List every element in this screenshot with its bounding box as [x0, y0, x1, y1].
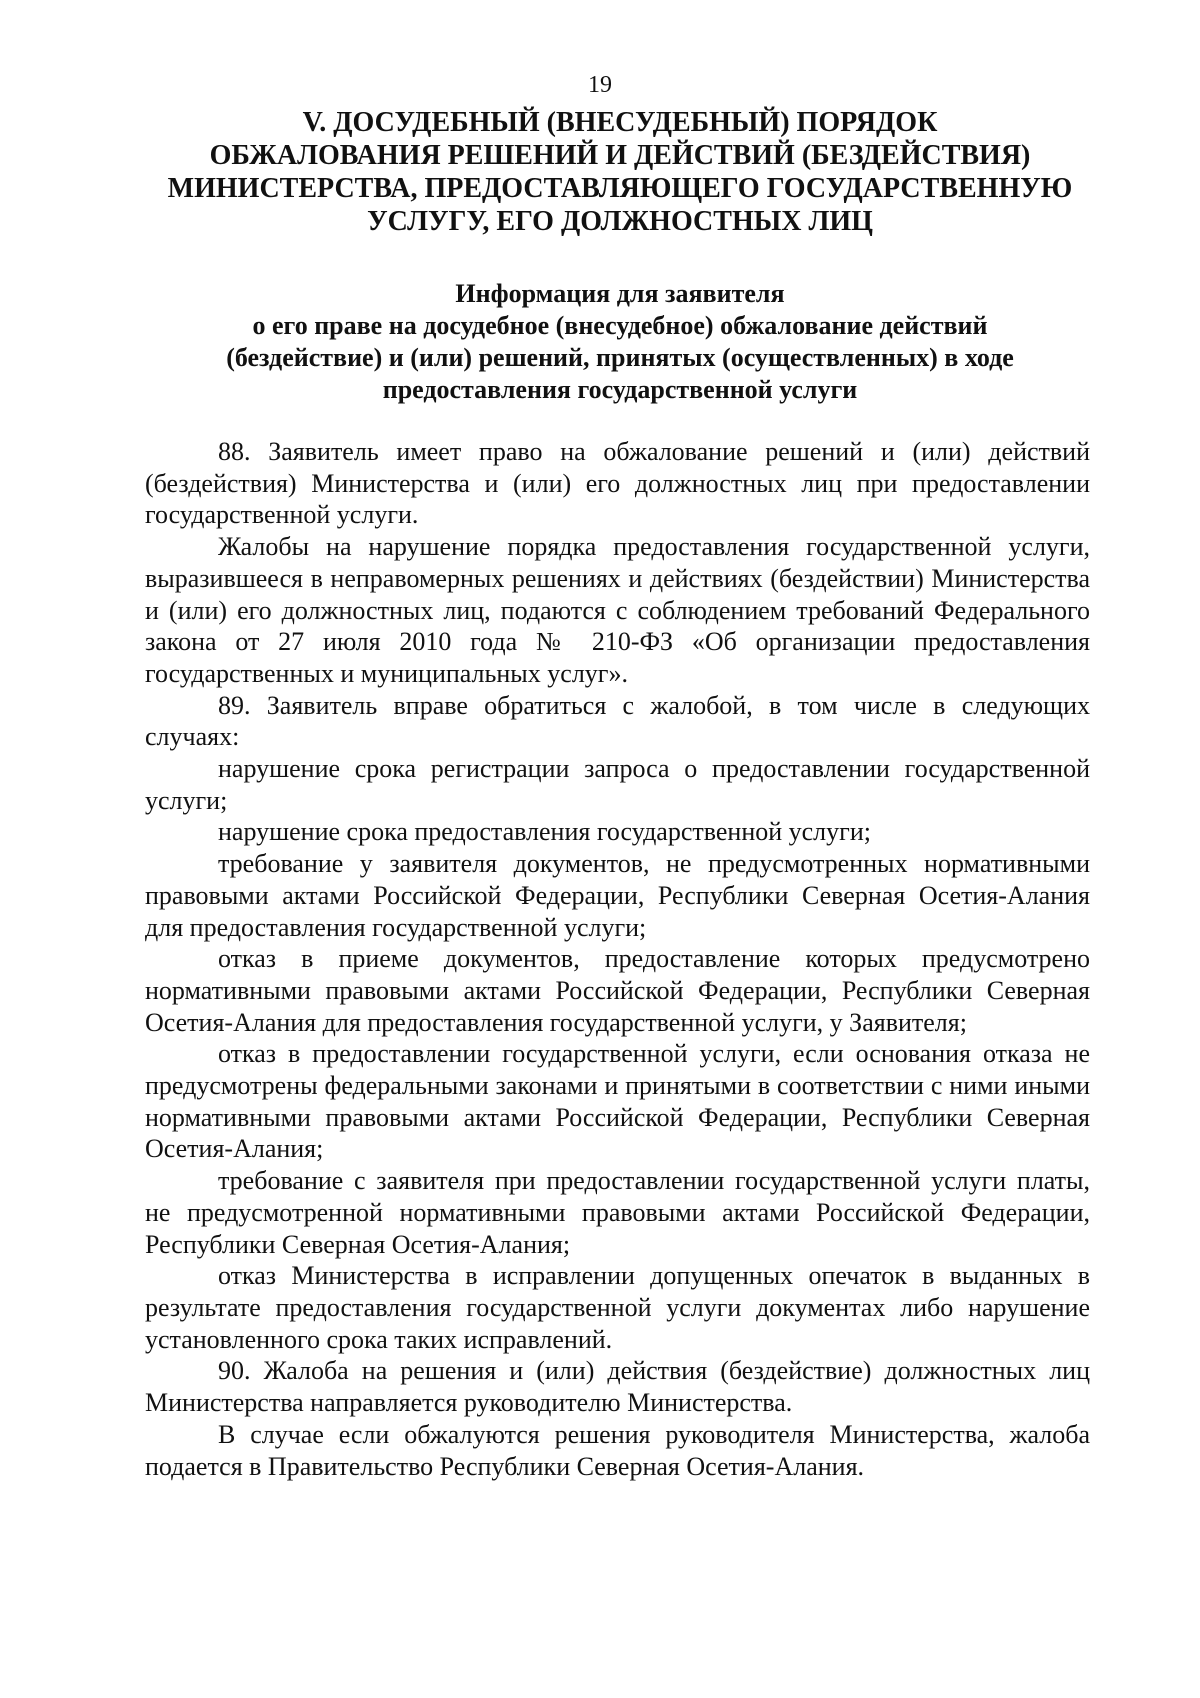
section-title-line: ОБЖАЛОВАНИЯ РЕШЕНИЙ И ДЕЙСТВИЙ (БЕЗДЕЙСТВИЯ)	[209, 140, 1031, 171]
page-number: 19	[588, 72, 612, 98]
subsection-title-line: предоставления государственной услуги	[382, 375, 858, 404]
case-item: нарушение срока предоставления государственной услуги;	[218, 817, 871, 847]
case-item: требование с заявителя при предоставлении государственной услуги платы, не предусмотренной нормативными правовыми актами Российской Федерации, Республики Северная Осетия-Алания;	[145, 1166, 1090, 1259]
subsection-title	[180, 278, 1060, 406]
subsection-title-line: Информация для заявителя	[455, 279, 785, 308]
section-title-line: МИНИСТЕРСТВА, ПРЕДОСТАВЛЯЮЩЕГО ГОСУДАРСТВЕННУЮ	[167, 173, 1073, 204]
paragraph-88: 88. Заявитель имеет право на обжалование решений и (или) действий (бездействия) Министерства и (или) его должностных лиц при предоставлении государственной услуги.	[145, 437, 1090, 530]
paragraph-89: 89. Заявитель вправе обратиться с жалобой, в том числе в следующих случаях:	[145, 690, 1090, 752]
paragraph-complaints: Жалобы на нарушение порядка предоставления государственной услуги, выразившееся в неправомерных решениях и действиях (бездействии) Министерства и (или) его должностных лиц, подаются с соблюдением требований Федерального закона от 27 июля 2010 года № 210-ФЗ «Об организации предоставления государственных и муниципальных услуг».	[145, 532, 1090, 688]
case-item: отказ Министерства в исправлении допущенных опечаток в выданных в результате предоставления государственной услуги документах либо нарушение установленного срока таких исправлений.	[145, 1261, 1090, 1354]
case-item: отказ в предоставлении государственной услуги, если основания отказа не предусмотрены федеральными законами и принятыми в соответствии с ними иными нормативными правовыми актами Российской Федерации, Республики Северная Осетия-Алания;	[145, 1039, 1090, 1164]
section-title-line: УСЛУГУ, ЕГО ДОЛЖНОСТНЫХ ЛИЦ	[367, 206, 873, 237]
paragraph-head-appeal: В случае если обжалуются решения руководителя Министерства, жалоба подается в Правительство Республики Северная Осетия-Алания.	[145, 1419, 1090, 1481]
section-title	[160, 106, 1080, 238]
paragraph-90: 90. Жалоба на решения и (или) действия (бездействие) должностных лиц Министерства направляется руководителю Министерства.	[145, 1356, 1090, 1418]
case-item: требование у заявителя документов, не предусмотренных нормативными правовыми актами Российской Федерации, Республики Северная Осетия-Алания для предоставления государственной услуги;	[145, 849, 1090, 942]
subsection-title-line: о его праве на досудебное (внесудебное) обжалование действий	[252, 311, 988, 340]
section-title-line: V. ДОСУДЕБНЫЙ (ВНЕСУДЕБНЫЙ) ПОРЯДОК	[302, 107, 938, 138]
body-text	[145, 436, 1090, 1482]
subsection-title-line: (бездействие) и (или) решений, принятых (осуществленных) в ходе	[226, 343, 1014, 372]
case-item: отказ в приеме документов, предоставление которых предусмотрено нормативными правовыми актами Российской Федерации, Республики Северная Осетия-Алания для предоставления государственной услуги, у Заявителя;	[145, 944, 1090, 1037]
case-item: нарушение срока регистрации запроса о предоставлении государственной услуги;	[145, 754, 1090, 815]
